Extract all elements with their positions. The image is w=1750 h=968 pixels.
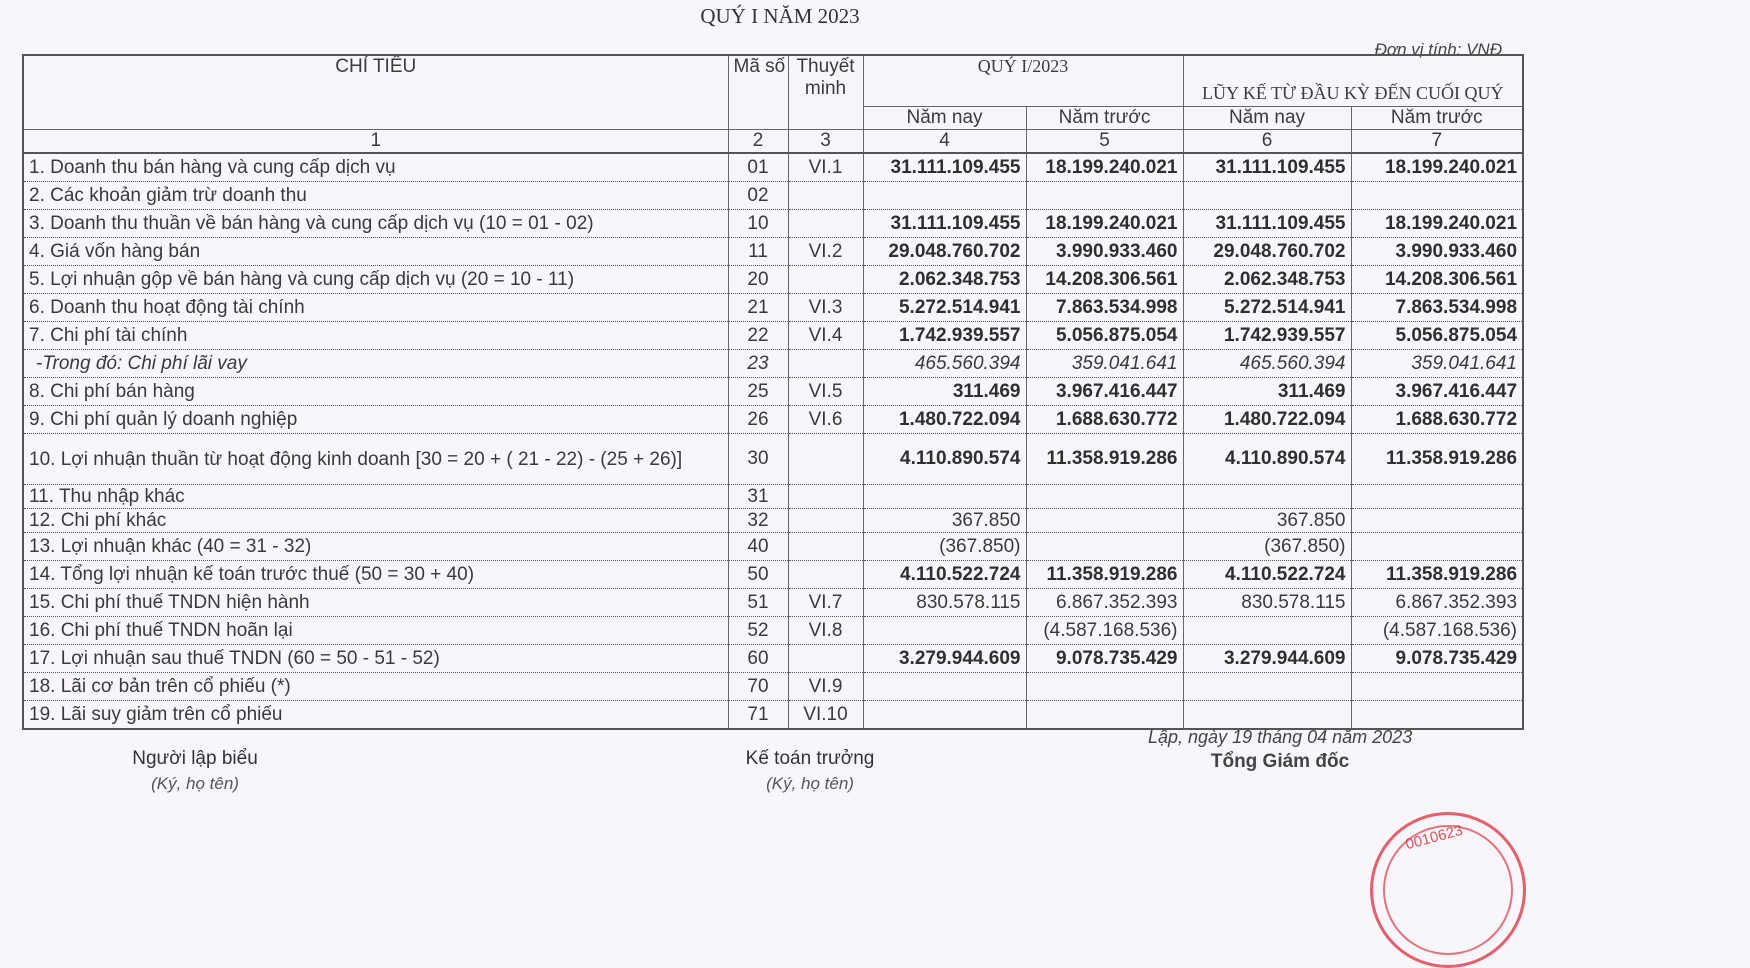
quarter-this-year-value: 31.111.109.455	[863, 153, 1026, 182]
row-code: 40	[728, 533, 788, 561]
quarter-last-year-value: 18.199.240.021	[1026, 210, 1183, 238]
cumulative-last-year-value: 7.863.534.998	[1351, 294, 1523, 322]
cumulative-last-year-value: 3.967.416.447	[1351, 378, 1523, 406]
cumulative-last-year-value: 14.208.306.561	[1351, 266, 1523, 294]
row-note: VI.10	[788, 701, 863, 730]
row-note	[788, 182, 863, 210]
row-label: 2. Các khoản giảm trừ doanh thu	[23, 182, 728, 210]
row-label: 9. Chi phí quản lý doanh nghiệp	[23, 406, 728, 434]
quarter-this-year-value	[863, 701, 1026, 730]
quarter-this-year-value: 311.469	[863, 378, 1026, 406]
quarter-this-year-value: 1.480.722.094	[863, 406, 1026, 434]
row-label: 8. Chi phí bán hàng	[23, 378, 728, 406]
quarter-last-year-value: 359.041.641	[1026, 350, 1183, 378]
cumulative-this-year-value: 2.062.348.753	[1183, 266, 1351, 294]
table-row	[23, 238, 1523, 266]
row-note	[788, 266, 863, 294]
quarter-this-year-value: 31.111.109.455	[863, 210, 1026, 238]
cumulative-this-year-value: 311.469	[1183, 378, 1351, 406]
col-number: 7	[1351, 130, 1523, 154]
cumulative-this-year-value: 830.578.115	[1183, 589, 1351, 617]
cumulative-this-year-value: 4.110.522.724	[1183, 561, 1351, 589]
table-row	[23, 645, 1523, 673]
row-label: 11. Thu nhập khác	[23, 485, 728, 509]
quarter-this-year-value	[863, 182, 1026, 210]
cumulative-this-year-value: 367.850	[1183, 509, 1351, 533]
quarter-last-year-value	[1026, 485, 1183, 509]
row-note: VI.2	[788, 238, 863, 266]
quarter-last-year-value: 1.688.630.772	[1026, 406, 1183, 434]
quarter-last-year-value	[1026, 701, 1183, 730]
cumulative-this-year-value: 1.742.939.557	[1183, 322, 1351, 350]
cumulative-last-year-value: 359.041.641	[1351, 350, 1523, 378]
chief-accountant-caption: (Ký, họ tên)	[766, 774, 854, 793]
row-label: 16. Chi phí thuế TNDN hoãn lại	[23, 617, 728, 645]
row-code: 50	[728, 561, 788, 589]
stamp-text: 0010623	[1403, 821, 1465, 854]
cumulative-this-year-value: 465.560.394	[1183, 350, 1351, 378]
quarter-this-year-value: 5.272.514.941	[863, 294, 1026, 322]
quarter-last-year-value: (4.587.168.536)	[1026, 617, 1183, 645]
col-number: 1	[23, 130, 728, 154]
table-row	[23, 210, 1523, 238]
table-row	[23, 617, 1523, 645]
cumulative-this-year-value: 5.272.514.941	[1183, 294, 1351, 322]
cumulative-last-year-value: (4.587.168.536)	[1351, 617, 1523, 645]
quarter-this-year-value: 1.742.939.557	[863, 322, 1026, 350]
row-code: 60	[728, 645, 788, 673]
cumulative-this-year-value: 3.279.944.609	[1183, 645, 1351, 673]
cumulative-last-year-value	[1351, 182, 1523, 210]
cumulative-this-year-value: 31.111.109.455	[1183, 153, 1351, 182]
col-header-indicator: CHỈ TIÊU	[23, 55, 728, 130]
row-note	[788, 509, 863, 533]
cumulative-last-year-value: 1.688.630.772	[1351, 406, 1523, 434]
table-row	[23, 406, 1523, 434]
quarter-this-year-value: 2.062.348.753	[863, 266, 1026, 294]
row-label: 4. Giá vốn hàng bán	[23, 238, 728, 266]
row-code: 25	[728, 378, 788, 406]
col-header-cumulative-last-year: Năm trước	[1351, 107, 1523, 130]
row-note: VI.8	[788, 617, 863, 645]
quarter-this-year-value: 465.560.394	[863, 350, 1026, 378]
chief-accountant-signature-block	[720, 748, 900, 794]
cumulative-last-year-value: 5.056.875.054	[1351, 322, 1523, 350]
row-note	[788, 210, 863, 238]
quarter-last-year-value: 9.078.735.429	[1026, 645, 1183, 673]
quarter-this-year-value: 4.110.522.724	[863, 561, 1026, 589]
preparer-title: Người lập biểu	[132, 748, 258, 769]
row-note: VI.7	[788, 589, 863, 617]
quarter-last-year-value	[1026, 509, 1183, 533]
table-row	[23, 509, 1523, 533]
cumulative-this-year-value	[1183, 617, 1351, 645]
row-note: VI.4	[788, 322, 863, 350]
cumulative-last-year-value: 18.199.240.021	[1351, 210, 1523, 238]
ceo-title: Tổng Giám đốc	[1210, 751, 1350, 772]
row-code: 51	[728, 589, 788, 617]
row-code: 11	[728, 238, 788, 266]
row-note	[788, 485, 863, 509]
row-note: VI.5	[788, 378, 863, 406]
col-number: 2	[728, 130, 788, 154]
table-row	[23, 701, 1523, 730]
cumulative-this-year-value	[1183, 673, 1351, 701]
row-code: 52	[728, 617, 788, 645]
quarter-last-year-value: 14.208.306.561	[1026, 266, 1183, 294]
table-row	[23, 434, 1523, 485]
row-label: 19. Lãi suy giảm trên cổ phiếu	[23, 701, 728, 730]
quarter-this-year-value: 4.110.890.574	[863, 434, 1026, 485]
row-code: 71	[728, 701, 788, 730]
quarter-this-year-value: 830.578.115	[863, 589, 1026, 617]
table-row	[23, 266, 1523, 294]
table-row	[23, 561, 1523, 589]
preparer-signature-block	[110, 748, 280, 794]
col-number: 4	[863, 130, 1026, 154]
quarter-last-year-value	[1026, 182, 1183, 210]
quarter-this-year-value: 29.048.760.702	[863, 238, 1026, 266]
row-code: 20	[728, 266, 788, 294]
row-code: 22	[728, 322, 788, 350]
report-title: QUÝ I NĂM 2023	[700, 4, 860, 28]
cumulative-last-year-value: 11.358.919.286	[1351, 434, 1523, 485]
cumulative-this-year-value	[1183, 182, 1351, 210]
cumulative-this-year-value: 4.110.890.574	[1183, 434, 1351, 485]
col-header-cumulative-this-year: Năm nay	[1183, 107, 1351, 130]
row-code: 31	[728, 485, 788, 509]
row-code: 30	[728, 434, 788, 485]
table-row	[23, 294, 1523, 322]
col-header-quarter-last-year: Năm trước	[1026, 107, 1183, 130]
row-label: 12. Chi phí khác	[23, 509, 728, 533]
col-header-code: Mã số	[728, 55, 788, 130]
quarter-last-year-value: 7.863.534.998	[1026, 294, 1183, 322]
report-date: Lập, ngày 19 tháng 04 năm 2023	[1148, 727, 1413, 747]
row-label: 18. Lãi cơ bản trên cổ phiếu (*)	[23, 673, 728, 701]
income-statement-table	[22, 54, 1524, 730]
cumulative-this-year-value	[1183, 701, 1351, 730]
quarter-last-year-value: 11.358.919.286	[1026, 434, 1183, 485]
col-header-note: Thuyết minh	[788, 55, 863, 130]
row-note: VI.1	[788, 153, 863, 182]
col-header-quarter: QUÝ I/2023	[863, 55, 1183, 107]
row-label: 3. Doanh thu thuần về bán hàng và cung cấp dịch vụ (10 = 01 - 02)	[23, 210, 728, 238]
table-row	[23, 322, 1523, 350]
quarter-this-year-value: 3.279.944.609	[863, 645, 1026, 673]
row-code: 26	[728, 406, 788, 434]
quarter-this-year-value	[863, 617, 1026, 645]
cumulative-last-year-value: 3.990.933.460	[1351, 238, 1523, 266]
row-note	[788, 561, 863, 589]
row-label: 15. Chi phí thuế TNDN hiện hành	[23, 589, 728, 617]
quarter-last-year-value: 3.990.933.460	[1026, 238, 1183, 266]
col-header-quarter-this-year: Năm nay	[863, 107, 1026, 130]
table-row	[23, 378, 1523, 406]
table-row	[23, 485, 1523, 509]
cumulative-last-year-value	[1351, 701, 1523, 730]
row-code: 70	[728, 673, 788, 701]
row-code: 23	[728, 350, 788, 378]
cumulative-last-year-value	[1351, 673, 1523, 701]
row-label: 1. Doanh thu bán hàng và cung cấp dịch vụ	[23, 153, 728, 182]
cumulative-last-year-value: 9.078.735.429	[1351, 645, 1523, 673]
row-note	[788, 645, 863, 673]
row-note	[788, 350, 863, 378]
cumulative-last-year-value: 11.358.919.286	[1351, 561, 1523, 589]
chief-accountant-title: Kế toán trưởng	[745, 748, 875, 769]
preparer-caption: (Ký, họ tên)	[151, 774, 239, 793]
cumulative-this-year-value: (367.850)	[1183, 533, 1351, 561]
quarter-last-year-value: 6.867.352.393	[1026, 589, 1183, 617]
cumulative-this-year-value	[1183, 485, 1351, 509]
quarter-last-year-value: 3.967.416.447	[1026, 378, 1183, 406]
company-stamp	[1370, 812, 1526, 968]
table-row	[23, 589, 1523, 617]
row-label: 7. Chi phí tài chính	[23, 322, 728, 350]
table-row	[23, 153, 1523, 182]
row-note: VI.6	[788, 406, 863, 434]
row-label: 13. Lợi nhuận khác (40 = 31 - 32)	[23, 533, 728, 561]
quarter-last-year-value	[1026, 673, 1183, 701]
row-label: 14. Tổng lợi nhuận kế toán trước thuế (50 = 30 + 40)	[23, 561, 728, 589]
cumulative-last-year-value	[1351, 485, 1523, 509]
cumulative-this-year-value: 29.048.760.702	[1183, 238, 1351, 266]
row-code: 01	[728, 153, 788, 182]
row-note	[788, 434, 863, 485]
quarter-this-year-value	[863, 673, 1026, 701]
row-label: 6. Doanh thu hoạt động tài chính	[23, 294, 728, 322]
cumulative-last-year-value	[1351, 509, 1523, 533]
row-code: 02	[728, 182, 788, 210]
quarter-last-year-value: 5.056.875.054	[1026, 322, 1183, 350]
quarter-this-year-value	[863, 485, 1026, 509]
row-code: 21	[728, 294, 788, 322]
cumulative-last-year-value	[1351, 533, 1523, 561]
col-number: 5	[1026, 130, 1183, 154]
table-row	[23, 350, 1523, 378]
row-label: 5. Lợi nhuận gộp về bán hàng và cung cấp dịch vụ (20 = 10 - 11)	[23, 266, 728, 294]
table-row	[23, 182, 1523, 210]
row-note: VI.3	[788, 294, 863, 322]
col-number: 6	[1183, 130, 1351, 154]
cumulative-this-year-value: 31.111.109.455	[1183, 210, 1351, 238]
col-number: 3	[788, 130, 863, 154]
table-row	[23, 673, 1523, 701]
currency-unit: Đơn vị tính: VNĐ	[1374, 40, 1502, 59]
cumulative-this-year-value: 1.480.722.094	[1183, 406, 1351, 434]
quarter-this-year-value: (367.850)	[863, 533, 1026, 561]
row-code: 10	[728, 210, 788, 238]
cumulative-last-year-value: 18.199.240.021	[1351, 153, 1523, 182]
row-code: 32	[728, 509, 788, 533]
row-label: 17. Lợi nhuận sau thuế TNDN (60 = 50 - 51 - 52)	[23, 645, 728, 673]
cumulative-last-year-value: 6.867.352.393	[1351, 589, 1523, 617]
row-note	[788, 533, 863, 561]
row-note: VI.9	[788, 673, 863, 701]
row-label: 10. Lợi nhuận thuần từ hoạt động kinh doanh [30 = 20 + ( 21 - 22) - (25 + 26)]	[23, 434, 728, 485]
quarter-last-year-value: 18.199.240.021	[1026, 153, 1183, 182]
col-header-cumulative: LŨY KẾ TỪ ĐẦU KỲ ĐẾN CUỐI QUÝ	[1183, 55, 1523, 107]
table-row	[23, 533, 1523, 561]
row-label: -Trong đó: Chi phí lãi vay	[23, 350, 728, 378]
quarter-last-year-value: 11.358.919.286	[1026, 561, 1183, 589]
quarter-this-year-value: 367.850	[863, 509, 1026, 533]
quarter-last-year-value	[1026, 533, 1183, 561]
